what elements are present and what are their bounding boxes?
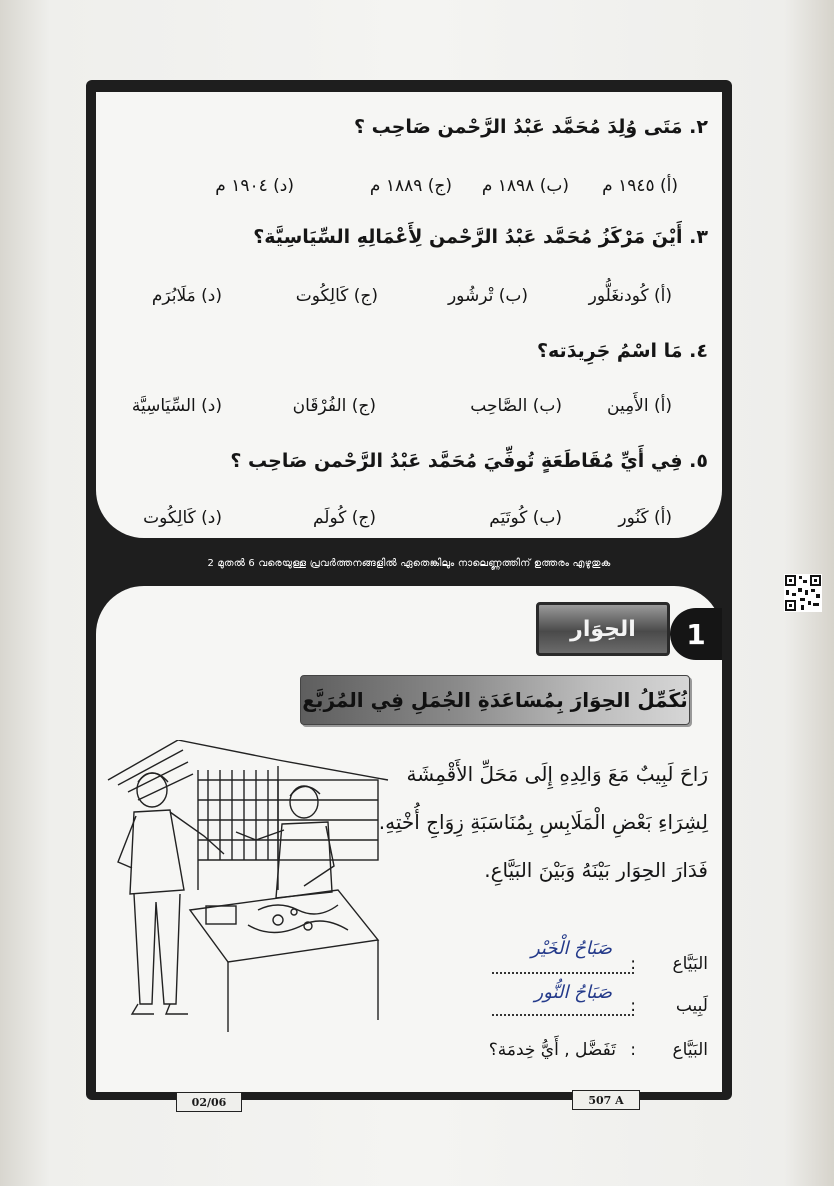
story-line-2: لِشِرَاءِ بَعْضِ الْمَلَابِسِ بِمُنَاسَبَةِ زِوَاجِ أُخْتِهِ. — [378, 810, 708, 834]
dialogue-speaker-1: البَيَّاع — [672, 954, 708, 974]
q5-option-d: (د) كَالِكُوت — [143, 508, 222, 528]
q4-option-a: (أ) الأَمِين — [607, 396, 672, 416]
q3-option-b: (ب) تْرشُور — [447, 286, 528, 306]
q4-option-c: (ج) الفُرْقَان — [292, 396, 376, 416]
q5-option-b: (ب) كُوتَيَم — [489, 508, 562, 528]
dialogue-sep-3: : — [630, 1040, 636, 1060]
shop-illustration — [98, 740, 390, 1034]
handwritten-answer-2: صَبَاحُ النُّور — [534, 982, 612, 1003]
counter-drawing — [190, 890, 378, 1032]
story-line-3: فَدَارَ الحِوَار بَيْنَهُ وَبَيْنَ البَيَّاعِ. — [484, 858, 708, 882]
task-instruction: نُكَمِّلُ الحِوَارَ بِمُسَاعَدَةِ الجُمَلِ فِي المُرَبَّع — [300, 675, 690, 725]
q4-option-d: (د) السِّيَاسِيَّة — [131, 396, 222, 416]
q2-option-d: (د) ١٩٠٤ م — [215, 176, 294, 196]
question-4: ٤. مَا اسْمُ جَرِيدَته؟ — [537, 340, 708, 362]
q2-option-c: (ج) ١٨٨٩ م — [369, 176, 452, 196]
shelves-drawing — [108, 740, 388, 890]
question-5: ٥. فِي أَيِّ مُقَاطَعَةٍ تُوفِّيَ مُحَمَّد عَبْدُ الرَّحْمن صَاحِب ؟ — [230, 450, 708, 472]
q5-option-a: (أ) كَنُور — [618, 508, 672, 528]
question-3: ٣. أَيْنَ مَرْكَزُ مُحَمَّد عَبْدُ الرَّحْمن لِأَعْمَالِهِ السِّيَاسِيَّة؟ — [253, 226, 708, 248]
shopkeeper-figure — [236, 786, 334, 898]
qr-code-icon — [784, 574, 822, 612]
q3-option-d: (د) مَلَابُرَم — [151, 286, 222, 306]
answer-line-1 — [492, 972, 634, 974]
q3-option-c: (ج) كَالِكُوت — [295, 286, 378, 306]
q4-option-b: (ب) الصَّاحِب — [470, 396, 562, 416]
question-2: ٢. مَتَى وُلِدَ مُحَمَّد عَبْدُ الرَّحْمن صَاحِب ؟ — [353, 116, 708, 138]
paper-code-tag: 507 A — [572, 1090, 640, 1110]
q2-option-a: (أ) ١٩٤٥ م — [602, 176, 678, 196]
dialogue-sep-1: : — [630, 954, 636, 974]
page-number-tag: 02/06 — [176, 1092, 242, 1112]
dialogue-speaker-2: لَبِيب — [675, 996, 708, 1016]
section-number: 1 — [670, 608, 722, 660]
answer-line-2 — [492, 1014, 634, 1016]
story-line-1: رَاحَ لَبِيبٌ مَعَ وَالِدِهِ إِلَى مَحَلِّ الأَقْمِشَة — [406, 762, 708, 786]
dialogue-line-3: تَفَضَّل , أَيُّ خِدمَة؟ — [488, 1040, 616, 1060]
q2-option-b: (ب) ١٨٩٨ م — [481, 176, 569, 196]
section-title: الحِوَار — [536, 602, 670, 656]
instruction-strip: 2 മുതൽ 6 വരെയുള്ള പ്രവർത്തനങ്ങളിൽ ഏതെങ്കിലും നാലെണ്ണത്തിന് ഉത്തരം എഴുതുക — [207, 557, 611, 569]
q5-option-c: (ج) كُولَم — [312, 508, 376, 528]
dialogue-sep-2: : — [630, 996, 636, 1016]
dialogue-speaker-3: البَيَّاع — [672, 1040, 708, 1060]
handwritten-answer-1: صَبَاحُ الْخَيْر — [530, 938, 612, 959]
q3-option-a: (أ) كُودنغَلُّور — [588, 286, 672, 306]
